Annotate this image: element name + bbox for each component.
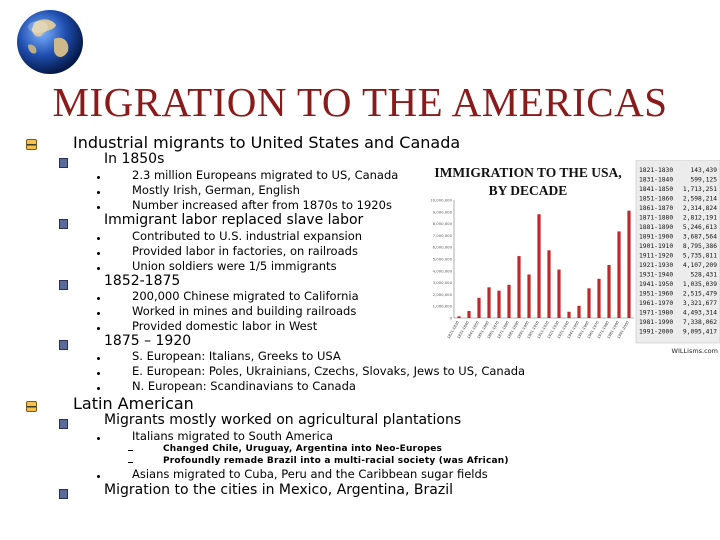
table-decade-label: 1941-1950 (639, 281, 674, 288)
list-item: Mostly Irish, German, English (132, 183, 300, 197)
x-tick-label: 1981-1990 (606, 320, 620, 340)
section2-heading: Latin American (73, 394, 194, 413)
table-decade-label: 1841-1850 (639, 186, 674, 193)
bar (457, 316, 460, 318)
list-item: Contributed to U.S. industrial expansion (132, 229, 363, 243)
globe-icon (10, 5, 88, 77)
table-value-label: 5,246,613 (682, 224, 717, 231)
x-tick-label: 1831-1840 (456, 320, 470, 340)
table-value-label: 3,321,677 (682, 300, 717, 307)
x-tick-label: 1941-1950 (566, 320, 580, 340)
table-decade-label: 1921-1930 (639, 262, 674, 269)
table-value-label: 4,493,314 (682, 309, 717, 317)
table-decade-label: 1851-1860 (639, 195, 674, 203)
x-tick-label: 1911-1920 (536, 320, 550, 340)
bar (547, 250, 550, 318)
y-tick-label: 8,000,000 (432, 221, 452, 227)
list-item: 200,000 Chinese migrated to California (132, 289, 359, 303)
y-tick-label: 0 (449, 315, 452, 321)
dot-bullet-icon (97, 327, 100, 330)
bar (467, 311, 470, 318)
y-tick-label: 4,000,000 (432, 268, 452, 274)
x-tick-label: 1871-1880 (496, 320, 510, 340)
table-value-label: 143,439 (690, 167, 717, 174)
table-value-label: 2,314,824 (682, 205, 717, 212)
bar (557, 270, 560, 318)
table-decade-label: 1911-1920 (639, 252, 674, 260)
y-tick-label: 9,000,000 (432, 209, 452, 215)
table-decade-label: 1871-1880 (639, 214, 674, 222)
sub-list-item: Profoundly remade Brazil into a multi-racial society (was African) (163, 456, 509, 466)
chart-title-line1: IMMIGRATION TO THE USA, (434, 165, 622, 180)
dot-bullet-icon (97, 252, 100, 255)
table-decade-label: 1951-1960 (639, 290, 674, 298)
dot-bullet-icon (97, 297, 100, 300)
dot-bullet-icon (97, 267, 100, 270)
bar (477, 298, 480, 318)
table-decade-label: 1931-1940 (639, 271, 674, 279)
table-value-label: 3,687,564 (682, 233, 717, 241)
group-label: 1875 – 1920 (104, 333, 192, 349)
table-value-label: 2,598,214 (682, 195, 717, 203)
list-item: E. European: Poles, Ukrainians, Czechs, Slovaks, Jews to US, Canada (132, 364, 526, 378)
bar (617, 231, 620, 318)
y-tick-label: 7,000,000 (432, 232, 452, 238)
group-label: Migrants mostly worked on agricultural plantations (104, 412, 462, 428)
bar (567, 312, 570, 318)
bar (627, 211, 630, 318)
y-tick-label: 10,000,000 (430, 197, 452, 203)
y-tick-label: 1,000,000 (432, 303, 452, 309)
dash-bullet-icon (128, 462, 133, 463)
dash-bullet-icon (128, 450, 133, 451)
table-decade-label: 1981-1990 (639, 319, 674, 326)
table-decade-label: 1991-2000 (639, 328, 674, 336)
bar (607, 265, 610, 318)
x-tick-label: 1991-2000 (616, 320, 630, 340)
table-value-label: 2,812,191 (682, 214, 717, 222)
dot-bullet-icon (97, 357, 100, 360)
x-tick-label: 1951-1960 (576, 320, 590, 340)
list-item: 2.3 million Europeans migrated to US, Canada (132, 168, 399, 182)
table-value-label: 599,125 (690, 176, 717, 184)
y-tick-label: 2,000,000 (432, 291, 452, 297)
sub-bullet-icon (59, 489, 68, 499)
immigration-chart (420, 160, 720, 360)
x-tick-label: 1851-1860 (476, 320, 490, 340)
chart-credit: WILLisms.com (671, 347, 718, 355)
dot-bullet-icon (97, 475, 100, 478)
table-value-label: 9,095,417 (682, 328, 717, 336)
dot-bullet-icon (97, 191, 100, 194)
x-tick-label: 1921-1930 (546, 320, 560, 340)
group-label: 1852-1875 (104, 273, 181, 289)
table-value-label: 5,735,811 (682, 252, 717, 260)
list-item: Italians migrated to South America (132, 429, 334, 443)
table-decade-label: 1861-1870 (639, 205, 674, 212)
bar (527, 274, 530, 318)
bullet-icon (26, 139, 37, 150)
dot-bullet-icon (97, 387, 100, 390)
table-decade-label: 1891-1900 (639, 233, 674, 241)
table-value-label: 7,338,062 (682, 319, 717, 326)
x-tick-label: 1971-1980 (596, 320, 610, 340)
x-tick-label: 1891-1900 (516, 320, 530, 340)
dot-bullet-icon (97, 176, 100, 179)
x-tick-label: 1821-1830 (446, 320, 460, 340)
group-label: In 1850s (104, 151, 165, 167)
table-decade-label: 1901-1910 (639, 243, 674, 250)
list-item: Number increased after from 1870s to 1920s (132, 198, 392, 212)
x-tick-label: 1881-1890 (506, 320, 520, 340)
table-decade-label: 1881-1890 (639, 224, 674, 231)
y-tick-label: 5,000,000 (432, 256, 452, 262)
list-item: Worked in mines and building railroads (132, 304, 357, 318)
y-tick-label: 3,000,000 (432, 280, 452, 286)
sub-bullet-icon (59, 419, 68, 429)
bar (597, 279, 600, 318)
table-decade-label: 1821-1830 (639, 167, 674, 174)
table-decade-label: 1971-1980 (639, 309, 674, 317)
list-item: S. European: Italians, Greeks to USA (132, 349, 341, 363)
sub-list-item: Changed Chile, Uruguay, Argentina into Neo-Europes (163, 444, 443, 454)
table-value-label: 4,107,209 (682, 262, 717, 269)
bar (497, 291, 500, 318)
page-title: MIGRATION TO THE AMERICAS (52, 79, 668, 125)
table-value-label: 2,515,479 (682, 290, 717, 298)
sub-bullet-icon (59, 340, 68, 350)
sub-bullet-icon (59, 219, 68, 229)
table-value-label: 8,795,386 (682, 243, 717, 250)
table-decade-label: 1961-1970 (639, 300, 674, 307)
bullet-icon (26, 401, 37, 412)
dot-bullet-icon (97, 206, 100, 209)
bar (587, 288, 590, 318)
list-item: Asians migrated to Cuba, Peru and the Caribbean sugar fields (132, 467, 488, 481)
list-item: N. European: Scandinavians to Canada (132, 379, 356, 393)
bar (487, 287, 490, 318)
chart-title-line2: BY DECADE (488, 183, 568, 198)
group-label: Immigrant labor replaced slave labor (104, 212, 364, 228)
x-tick-label: 1901-1910 (526, 320, 540, 340)
bar (517, 256, 520, 318)
table-decade-label: 1831-1840 (639, 176, 674, 184)
sub-bullet-icon (59, 280, 68, 290)
x-tick-label: 1841-1850 (466, 320, 480, 340)
bar (507, 285, 510, 318)
sub-bullet-icon (59, 158, 68, 168)
dot-bullet-icon (97, 372, 100, 375)
list-item: Union soldiers were 1/5 immigrants (132, 259, 337, 273)
dot-bullet-icon (97, 312, 100, 315)
table-value-label: 528,431 (690, 271, 717, 279)
group-label: Migration to the cities in Mexico, Argentina, Brazil (104, 482, 453, 498)
table-value-label: 1,713,251 (682, 186, 717, 193)
dot-bullet-icon (97, 437, 100, 440)
bar (537, 214, 540, 318)
x-tick-label: 1861-1870 (486, 320, 500, 340)
dot-bullet-icon (97, 237, 100, 240)
y-tick-label: 6,000,000 (432, 244, 452, 250)
list-item: Provided labor in factories, on railroads (132, 244, 358, 258)
x-tick-label: 1961-1970 (586, 320, 600, 340)
section1-heading: Industrial migrants to United States and Canada (73, 133, 461, 152)
table-value-label: 1,035,039 (682, 281, 717, 288)
list-item: Provided domestic labor in West (132, 319, 318, 333)
bar (577, 306, 580, 318)
x-tick-label: 1931-1940 (556, 320, 570, 340)
